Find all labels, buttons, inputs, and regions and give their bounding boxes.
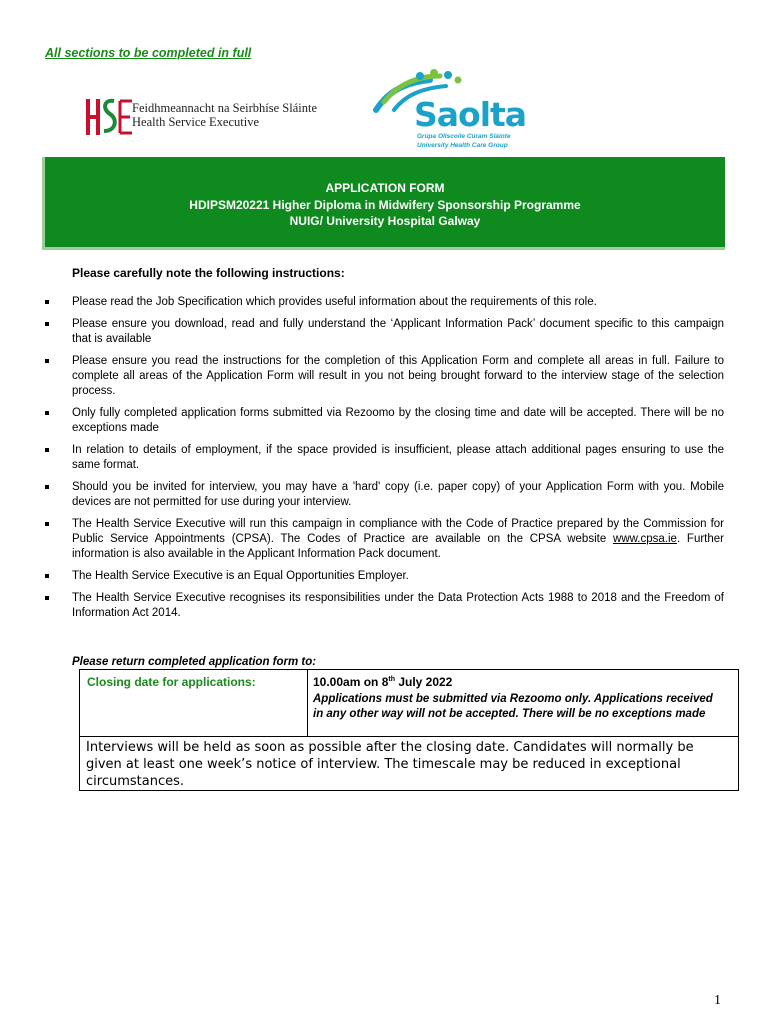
instruction-item: The Health Service Executive will run this campaign in compliance with the Code of Practice prepared by the Commission for Public Service Appointments (CPSA). The Codes of Practice are available on the CPSA website www.cpsa.ie. Further information is also available in the Applicant Information Pack document.	[72, 517, 724, 562]
hse-logo-text	[132, 101, 317, 129]
instruction-item: Only fully completed application forms submitted via Rezoomo by the closing time and date will be accepted. There will be no exceptions made	[72, 406, 724, 436]
instruction-item: Please ensure you read the instructions for the completion of this Application Form and complete all areas in full. Failure to complete all areas of the Application Form will result in you not being brought forward to the interview stage of the selection process.	[72, 354, 724, 399]
closing-date-value: 10.00am on 8th July 2022	[313, 675, 453, 689]
banner-title: APPLICATION FORM	[325, 181, 445, 195]
closing-date-label: Closing date for applications:	[87, 675, 256, 689]
interview-note: Interviews will be held as soon as possible after the closing date. Candidates will normally be given at least one week’s notice of interview. The timescale may be reduced in exceptional circumstances.	[86, 740, 694, 789]
application-form-banner	[42, 157, 725, 250]
saolta-logo-name: Saolta	[414, 95, 527, 134]
return-heading: Please return completed application form to:	[72, 656, 317, 668]
bullet-icon	[45, 574, 49, 578]
bullet-icon	[45, 485, 49, 489]
saolta-logo-line1: Grúpa Ollscoile Cúram Sláinte	[417, 133, 511, 140]
table-row-divider	[80, 736, 738, 737]
instruction-item: Please ensure you download, read and fully understand the ‘Applicant Information Pack’ document specific to this campaign that is available	[72, 317, 724, 347]
instruction-item: Please read the Job Specification which provides useful information about the requirements of this role.	[72, 295, 724, 310]
table-column-divider	[307, 670, 308, 736]
hse-logo-line1: Feidhmeannacht na Seirbhíse Sláinte	[132, 101, 318, 115]
instruction-item: The Health Service Executive is an Equal Opportunities Employer.	[72, 569, 724, 584]
bullet-icon	[45, 411, 49, 415]
top-note: All sections to be completed in full	[45, 46, 252, 60]
closing-date-table	[79, 669, 739, 791]
bullet-icon	[45, 522, 49, 526]
instruction-item: In relation to details of employment, if the space provided is insufficient, please attach additional pages ensuring to use the same format.	[72, 443, 724, 473]
bullet-icon	[45, 448, 49, 452]
bullet-icon	[45, 359, 49, 363]
closing-note: Applications must be submitted via Rezoomo only. Applications received in any other way will not be accepted. There will be no exceptions made	[313, 693, 713, 720]
hse-logo-line2: Health Service Executive	[132, 115, 260, 129]
banner-programme: HDIPSM20221 Higher Diploma in Midwifery Sponsorship Programme	[189, 197, 581, 212]
bullet-icon	[45, 300, 49, 304]
instruction-item: The Health Service Executive recognises its responsibilities under the Data Protection Acts 1988 to 2018 and the Freedom of Information Act 2014.	[72, 591, 724, 621]
instructions-heading: Please carefully note the following instructions:	[72, 266, 345, 280]
bullet-icon	[45, 322, 49, 326]
saolta-logo-line2: University Health Care Group	[417, 141, 508, 149]
cpsa-tail: . Further information is also available in the Applicant Information Pack document.	[72, 533, 724, 560]
banner-location: NUIG/ University Hospital Galway	[289, 214, 481, 228]
instructions-list	[0, 295, 770, 628]
saolta-logo-subtitle	[417, 133, 511, 150]
bullet-icon	[45, 596, 49, 600]
cpsa-link[interactable]: www.cpsa.ie	[613, 533, 677, 545]
page-number: 1	[714, 993, 721, 1008]
instruction-item: Should you be invited for interview, you may have a 'hard' copy (i.e. paper copy) of your Application Form with you. Mobile devices are not permitted for use during your interview.	[72, 480, 724, 510]
